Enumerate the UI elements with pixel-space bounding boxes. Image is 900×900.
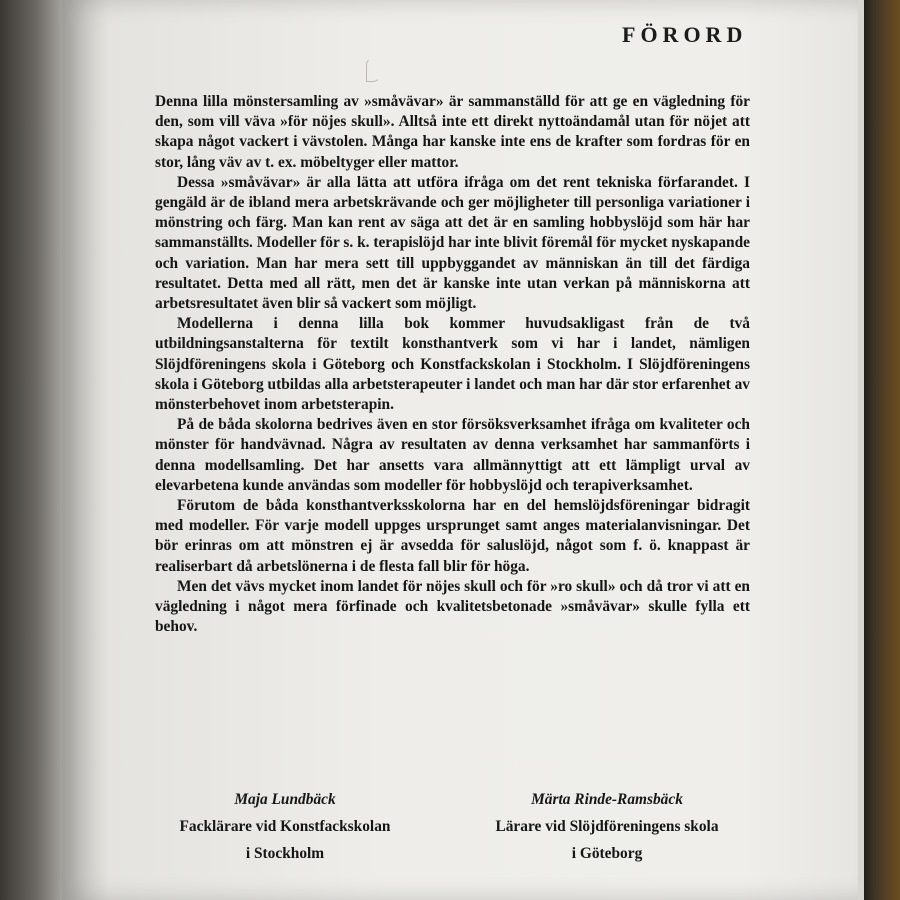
signature-name: Märta Rinde-Ramsbäck (531, 791, 683, 808)
signature-title: Lärare vid Slöjdföreningens skola (495, 818, 719, 835)
paragraph-2: Dessa »småvävar» är alla lätta att utföra ifråga om det rent tekniska förfarandet. I gengäld är de ibland mera arbetskrävande och ger möjligheter till personliga variationer i mönstring och färg. Man kan rent av säga att det är en samling hobbyslöjd som här har sammanställts. Modeller för s. k. terapislöjd har inte blivit föremål för mycket nyskapande och variation. Man har mera sett till uppbyggandet av människan än till det färdiga resultatet. Detta med all rätt, men det är kanske inte utan verkan på människorna att arbetsresultatet även blir så vackert som möjligt. (155, 173, 750, 313)
signature-right (462, 786, 752, 867)
signature-left (150, 786, 420, 867)
paragraph-5: Förutom de båda konsthantverksskolorna har en del hemslöjdsföreningar bidragit med modeller. För varje modell uppges ursprunget samt anges materialanvisningar. Det bör erinras om att mönstren ej är avsedda för saluslöjd, något som f. ö. knappast är realiserbart då arbetslönerna i de flesta fall blir för höga. (155, 497, 750, 575)
paragraph-3: Modellerna i denna lilla bok kommer huvudsakligast från de två utbildningsanstalterna för textilt konsthantverk som vi har i landet, nämligen Slöjdföreningens skola i Göteborg och Konstfackskolan i Stockholm. I Slöjdföreningens skola i Göteborg utbildas alla arbetsterapeuter i landet och man har där stor erfarenhet av mönsterbehovet inom arbetsterapin. (155, 315, 750, 414)
page-title: FÖRORD (622, 22, 748, 47)
signature-title: Facklärare vid Konstfackskolan (179, 818, 391, 835)
paragraph-4: På de båda skolorna bedrives även en stor försöksverksamhet ifråga om kvaliteter och mönster för handvävnad. Några av resultaten av denna verksamhet har sammanförts i denna modellsamling. Det har ansetts vara allmännyttigt att ett lämpligt urval av elevarbetena kunde användas som modeller för hobbyslöjd och terapiverksamhet. (155, 416, 750, 494)
pencil-mark (366, 58, 380, 82)
signature-location: i Göteborg (571, 845, 643, 862)
preface-text (155, 92, 750, 637)
signature-name: Maja Lundbäck (234, 791, 336, 808)
paragraph-1: Denna lilla mönstersamling av »småvävar» är sammanställd för att ge en vägledning för den, som vill väva »för nöjes skull». Alltså inte ett direkt nyttoändamål utan för nöjet att skapa något vackert i vävstolen. Många har kanske inte ens de krafter som fordras för en stor, lång väv av t. ex. möbeltyger eller mattor. (155, 93, 750, 171)
paragraph-6: Men det vävs mycket inom landet för nöjes skull och för »ro skull» och då tror vi att en vägledning i något mera förfinade och kvalitetsbetonade »småvävar» skulle fylla ett behov. (155, 577, 750, 636)
book-edge (862, 0, 900, 900)
page-edge (858, 0, 864, 900)
signature-location: i Stockholm (245, 845, 325, 862)
